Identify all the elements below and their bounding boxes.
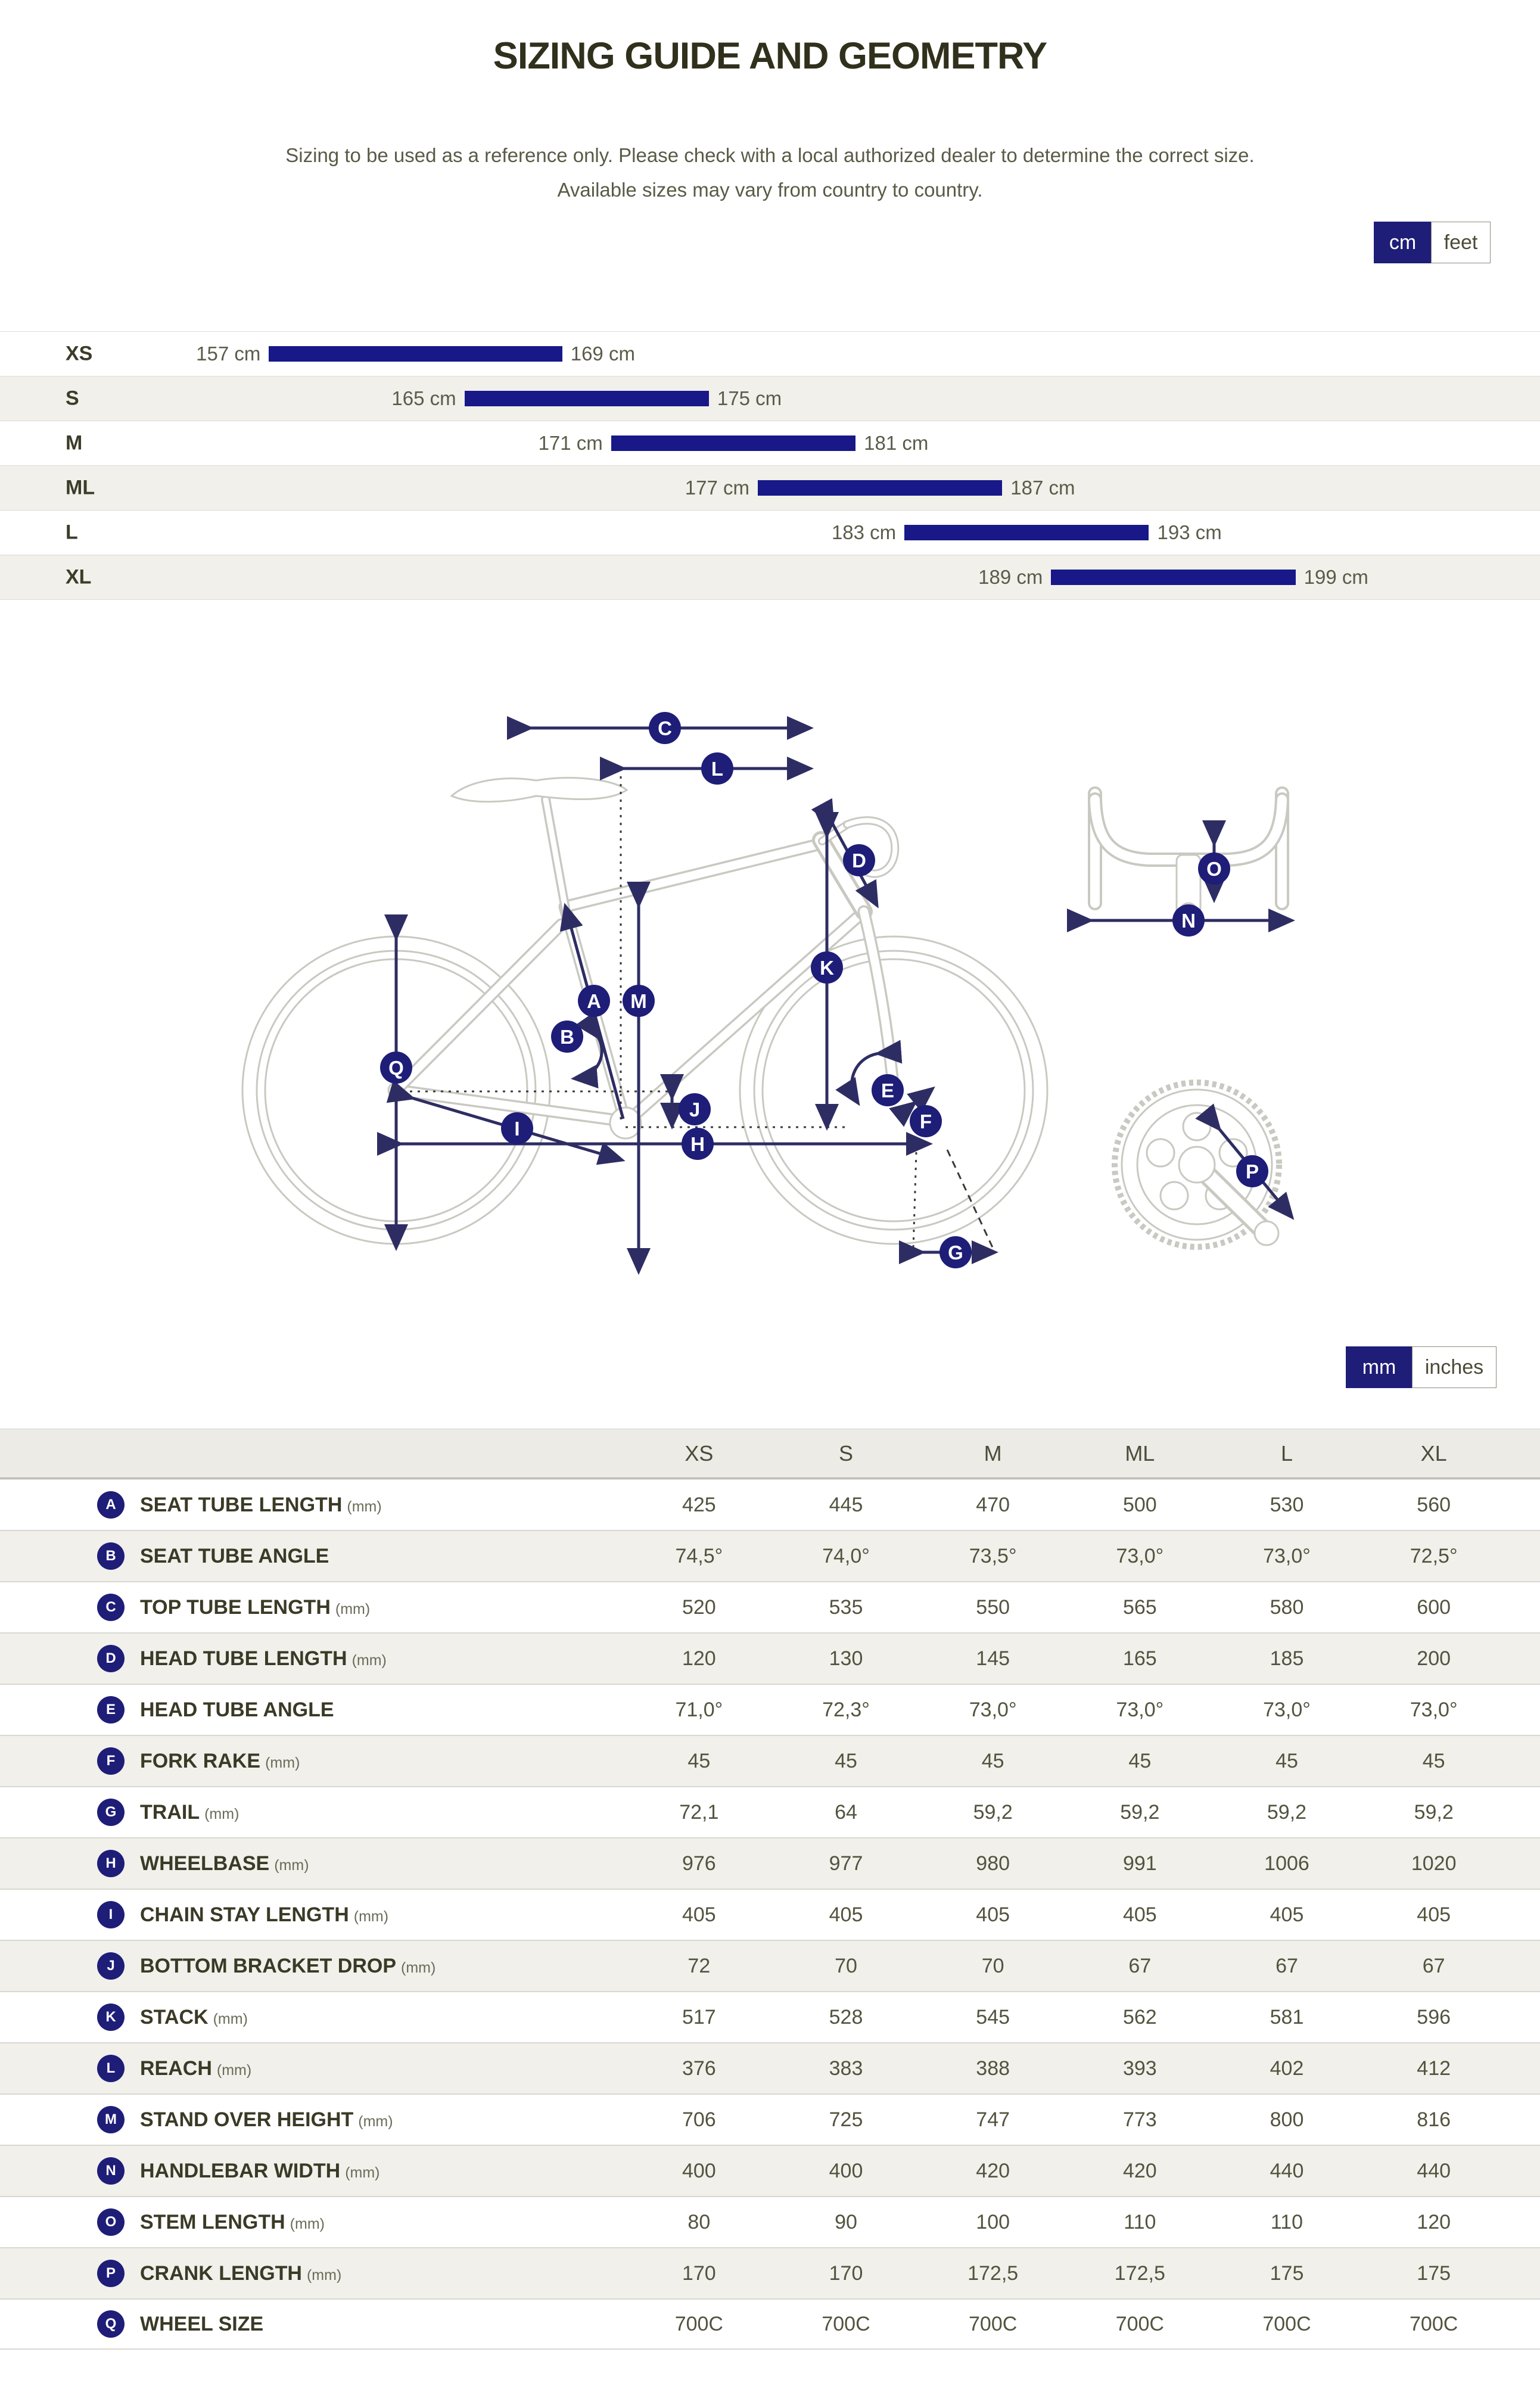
max-height-label: 181 cm [864,432,929,454]
table-cell: 402 [1270,2057,1304,2080]
table-row [0,2196,1540,2247]
svg-text:B: B [560,1026,574,1048]
table-cell: 530 [1270,1493,1304,1516]
table-cell: 45 [687,1749,711,1772]
table-cell: 120 [682,1647,716,1670]
geometry-table-header [0,1429,1540,1479]
table-cell: 59,2 [1120,1800,1160,1824]
row-letter-badge: F [97,1747,125,1775]
badge-E [872,1074,904,1106]
table-cell: 600 [1417,1595,1451,1619]
table-cell: 773 [1122,2108,1157,2131]
table-cell: 120 [1417,2210,1451,2233]
row-unit-label: (mm) [213,2010,248,2027]
table-row [0,1479,1540,1530]
row-label-text: HEAD TUBE LENGTH [140,1647,347,1670]
row-letter-badge: A [97,1491,125,1519]
row-label [0,1494,626,1517]
row-letter-badge: H [97,1850,125,1877]
table-cell: 565 [1122,1595,1157,1619]
table-cell: 110 [1270,2210,1303,2233]
table-cell: 45 [835,1749,857,1772]
table-cell: 67 [1128,1954,1152,1977]
row-unit-label: (mm) [216,2061,252,2079]
table-cell: 440 [1270,2159,1304,2182]
badge-J [679,1093,711,1125]
rider-height-chart [0,331,1540,600]
table-cell: 405 [1122,1903,1157,1926]
table-cell: 560 [1417,1493,1451,1516]
row-unit-label: (mm) [358,2113,393,2130]
page-title: SIZING GUIDE AND GEOMETRY [493,35,1047,77]
row-label [0,1750,626,1773]
table-cell: 70 [981,1954,1004,1977]
badge-O [1198,853,1230,885]
table-cell: 700C [1115,2312,1164,2335]
table-cell: 470 [976,1493,1010,1516]
row-label-text: STEM LENGTH [140,2210,285,2233]
table-cell: 67 [1422,1954,1445,1977]
column-header-s: S [838,1441,853,1466]
table-cell: 517 [682,2005,716,2029]
height-range-bar [611,435,855,451]
table-cell: 80 [687,2210,711,2233]
table-cell: 550 [976,1595,1010,1619]
toggle-cm-button[interactable]: cm [1374,222,1431,263]
table-row [0,2145,1540,2196]
table-row [0,2298,1540,2350]
table-cell: 747 [976,2108,1010,2131]
badge-M [623,985,655,1017]
row-letter-badge: Q [97,2310,125,2338]
row-unit-label: (mm) [345,2164,380,2181]
row-letter-badge: L [97,2055,125,2082]
table-row [0,2093,1540,2145]
row-label-text: SEAT TUBE LENGTH [140,1493,343,1516]
max-height-label: 175 cm [717,387,782,409]
table-cell: 74,0° [822,1544,870,1567]
row-letter-badge: G [97,1799,125,1826]
table-row [0,1632,1540,1684]
row-label [0,2211,626,2234]
table-cell: 991 [1122,1852,1157,1875]
table-cell: 528 [829,2005,863,2029]
row-label [0,2262,626,2285]
table-cell: 388 [976,2057,1010,2080]
column-header-xs: XS [685,1441,714,1466]
bike-geometry-diagram [0,679,1540,1281]
badge-F [910,1105,942,1137]
table-cell: 73,0° [1263,1544,1311,1567]
table-cell: 706 [682,2108,716,2131]
table-cell: 700C [1262,2312,1311,2335]
row-label [0,2057,626,2080]
row-label [0,2006,626,2029]
table-cell: 581 [1270,2005,1304,2029]
row-unit-label: (mm) [306,2266,342,2284]
table-cell: 977 [829,1852,863,1875]
min-height-label: 157 cm [196,343,261,365]
table-cell: 170 [829,2261,863,2285]
max-height-label: 193 cm [1157,521,1222,543]
table-cell: 73,0° [1263,1698,1311,1721]
svg-text:G: G [948,1242,963,1264]
svg-text:J: J [689,1099,701,1121]
column-header-m: M [984,1441,1002,1466]
table-cell: 172,5 [1114,2261,1165,2285]
size-row [0,376,1540,421]
table-cell: 1020 [1411,1852,1457,1875]
svg-text:F: F [919,1110,932,1133]
table-cell: 64 [835,1800,857,1824]
geometry-table [0,1429,1540,2350]
table-cell: 72,1 [679,1800,719,1824]
badge-P [1236,1155,1268,1187]
table-cell: 405 [1270,1903,1304,1926]
row-label [0,1903,626,1927]
row-letter-badge: N [97,2157,125,2185]
table-cell: 175 [1270,2261,1304,2285]
height-range-bar [758,480,1002,496]
row-label-text: WHEEL SIZE [140,2312,264,2335]
svg-text:I: I [514,1118,520,1140]
row-letter-badge: K [97,2004,125,2031]
table-cell: 130 [829,1647,863,1670]
svg-text:Q: Q [388,1057,404,1079]
table-cell: 596 [1417,2005,1451,2029]
svg-text:H: H [690,1133,705,1155]
row-letter-badge: E [97,1696,125,1724]
min-height-label: 165 cm [391,387,456,409]
table-row [0,1581,1540,1632]
table-row [0,1991,1540,2042]
table-cell: 700C [822,2312,870,2335]
table-cell: 405 [1417,1903,1451,1926]
row-label-text: TOP TUBE LENGTH [140,1595,331,1619]
row-label-text: BOTTOM BRACKET DROP [140,1954,397,1977]
steering-axis-dashed-line [947,1150,994,1250]
badge-Q [380,1051,412,1084]
max-height-label: 187 cm [1010,477,1075,499]
row-letter-badge: O [97,2208,125,2236]
table-cell: 73,5° [969,1544,1017,1567]
row-letter-badge: B [97,1542,125,1570]
size-label: XS [66,342,93,365]
table-cell: 700C [674,2312,723,2335]
row-unit-label: (mm) [401,1959,436,1976]
table-cell: 425 [682,1493,716,1516]
subtitle-line-2: Available sizes may vary from country to country. [557,179,983,201]
table-cell: 440 [1417,2159,1451,2182]
size-label: M [66,431,83,455]
table-cell: 816 [1417,2108,1451,2131]
badge-D [843,844,875,876]
table-cell: 405 [682,1903,716,1926]
row-label-text: WHEELBASE [140,1852,270,1875]
table-cell: 445 [829,1493,863,1516]
table-cell: 59,2 [973,1800,1013,1824]
row-label [0,2313,626,2336]
table-row [0,1837,1540,1889]
row-letter-badge: M [97,2106,125,2133]
table-cell: 45 [981,1749,1004,1772]
table-cell: 45 [1275,1749,1298,1772]
row-label-text: HANDLEBAR WIDTH [140,2159,341,2182]
row-label-text: SEAT TUBE ANGLE [140,1544,329,1567]
table-row [0,1684,1540,1735]
table-cell: 73,0° [1116,1698,1164,1721]
geometry-unit-toggle [1346,1346,1497,1388]
svg-text:C: C [658,717,672,739]
table-cell: 725 [829,2108,863,2131]
table-cell: 376 [682,2057,716,2080]
table-cell: 165 [1122,1647,1157,1670]
badge-G [939,1236,972,1268]
table-cell: 67 [1275,1954,1298,1977]
rider-height-unit-toggle [1374,222,1491,263]
table-cell: 980 [976,1852,1010,1875]
height-range-bar [465,391,709,406]
table-cell: 172,5 [967,2261,1019,2285]
page-subtitle [0,138,1540,207]
table-cell: 100 [976,2210,1010,2233]
table-cell: 185 [1270,1647,1304,1670]
badge-N [1172,904,1205,937]
svg-text:P: P [1245,1161,1259,1183]
size-row [0,510,1540,555]
table-cell: 71,0° [675,1698,723,1721]
table-row [0,1735,1540,1786]
table-cell: 545 [976,2005,1010,2029]
table-cell: 175 [1417,2261,1451,2285]
svg-text:E: E [881,1079,895,1102]
size-label: S [66,387,79,410]
row-label [0,1955,626,1978]
row-label [0,1801,626,1824]
table-cell: 405 [829,1903,863,1926]
size-label: L [66,521,78,544]
row-label-text: HEAD TUBE ANGLE [140,1698,334,1721]
row-label-text: FORK RAKE [140,1749,261,1772]
height-range-bar [1051,570,1295,585]
min-height-label: 183 cm [831,521,897,543]
max-height-label: 169 cm [570,343,635,365]
table-cell: 73,0° [969,1698,1017,1721]
toggle-mm-button[interactable]: mm [1346,1346,1412,1388]
table-cell: 562 [1122,2005,1157,2029]
row-letter-badge: P [97,2260,125,2287]
svg-text:K: K [820,957,834,979]
row-label-text: STACK [140,2005,209,2029]
trail-vertical-dotted-line [913,1152,916,1249]
table-cell: 45 [1128,1749,1152,1772]
row-label [0,1596,626,1619]
row-label-text: STAND OVER HEIGHT [140,2108,354,2131]
svg-text:O: O [1206,858,1222,880]
table-cell: 45 [1422,1749,1445,1772]
row-letter-badge: J [97,1952,125,1980]
table-cell: 700C [1410,2312,1458,2335]
table-cell: 420 [1122,2159,1157,2182]
min-height-label: 177 cm [685,477,749,499]
toggle-inches-button[interactable]: inches [1412,1346,1497,1388]
table-cell: 72 [687,1954,711,1977]
row-unit-label: (mm) [290,2215,325,2232]
badge-H [682,1128,714,1160]
row-letter-badge: D [97,1645,125,1672]
table-cell: 90 [835,2210,857,2233]
table-cell: 59,2 [1267,1800,1307,1824]
table-cell: 383 [829,2057,863,2080]
table-cell: 500 [1122,1493,1157,1516]
row-label [0,1647,626,1670]
size-label: ML [66,476,95,499]
table-row [0,2247,1540,2298]
row-label [0,2160,626,2183]
row-label-text: REACH [140,2057,212,2080]
table-cell: 800 [1270,2108,1304,2131]
row-label [0,1545,626,1568]
row-label-text: CRANK LENGTH [140,2261,302,2285]
size-row [0,331,1540,376]
table-cell: 700C [969,2312,1018,2335]
row-label-text: CHAIN STAY LENGTH [140,1903,349,1926]
table-cell: 145 [976,1647,1010,1670]
table-cell: 59,2 [1414,1800,1454,1824]
bottom-bracket-icon [610,1107,641,1138]
toggle-feet-button[interactable]: feet [1431,222,1491,263]
table-cell: 405 [976,1903,1010,1926]
table-row [0,1530,1540,1581]
table-cell: 535 [829,1595,863,1619]
table-cell: 400 [682,2159,716,2182]
size-label: XL [66,565,92,589]
table-cell: 520 [682,1595,716,1619]
table-row [0,2042,1540,2093]
row-unit-label: (mm) [265,1754,300,1771]
svg-text:M: M [630,990,647,1012]
row-unit-label: (mm) [351,1651,387,1669]
row-label [0,2108,626,2132]
row-letter-badge: I [97,1901,125,1928]
row-label-text: TRAIL [140,1800,200,1824]
badge-K [811,951,843,984]
svg-text:N: N [1181,910,1196,932]
table-cell: 72,3° [822,1698,870,1721]
saddle-icon [452,778,627,802]
column-header-xl: XL [1420,1441,1447,1466]
table-cell: 412 [1417,2057,1451,2080]
badge-B [551,1021,583,1053]
badge-A [578,985,610,1017]
row-unit-label: (mm) [353,1908,389,1925]
table-cell: 1006 [1264,1852,1309,1875]
svg-text:A: A [587,990,601,1012]
row-unit-label: (mm) [335,1600,371,1617]
table-row [0,1940,1540,1991]
table-cell: 393 [1122,2057,1157,2080]
table-cell: 110 [1124,2210,1156,2233]
row-unit-label: (mm) [204,1805,239,1822]
table-cell: 70 [835,1954,857,1977]
row-letter-badge: C [97,1594,125,1621]
table-cell: 200 [1417,1647,1451,1670]
size-row [0,465,1540,510]
min-height-label: 171 cm [538,432,603,454]
table-row [0,1786,1540,1837]
table-row [0,1889,1540,1940]
row-label [0,1698,626,1722]
height-range-bar [269,346,562,362]
table-cell: 580 [1270,1595,1304,1619]
svg-text:L: L [711,758,724,780]
svg-text:D: D [852,850,866,872]
table-cell: 73,0° [1116,1544,1164,1567]
row-label [0,1852,626,1875]
column-header-l: L [1280,1441,1293,1466]
table-cell: 170 [682,2261,716,2285]
table-cell: 73,0° [1410,1698,1458,1721]
badge-L [701,752,733,785]
max-height-label: 199 cm [1303,566,1368,588]
badge-C [649,712,681,744]
badge-I [501,1112,533,1144]
height-range-bar [904,525,1149,540]
row-unit-label: (mm) [347,1498,382,1515]
size-row [0,555,1540,600]
table-cell: 420 [976,2159,1010,2182]
size-row [0,421,1540,465]
row-unit-label: (mm) [274,1856,309,1874]
table-cell: 72,5° [1410,1544,1458,1567]
table-cell: 74,5° [675,1544,723,1567]
table-cell: 400 [829,2159,863,2182]
min-height-label: 189 cm [978,566,1043,588]
table-cell: 976 [682,1852,716,1875]
column-header-ml: ML [1125,1441,1155,1466]
subtitle-line-1: Sizing to be used as a reference only. Please check with a local authorized dealer to determine the correct size. [285,144,1255,166]
